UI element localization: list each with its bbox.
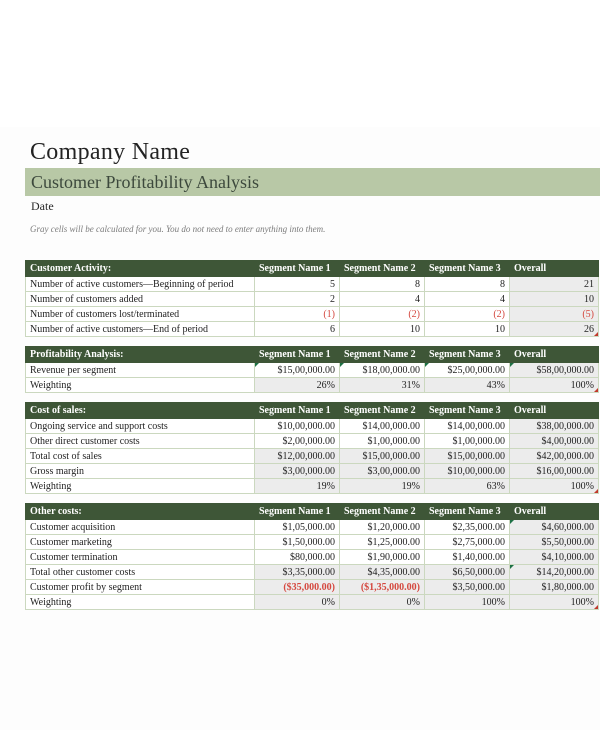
calculated-cell: 100% <box>510 479 599 494</box>
column-header: Segment Name 1 <box>255 261 340 277</box>
calculated-cell: 26% <box>255 378 340 393</box>
calculated-cell: $10,00,000.00 <box>425 464 510 479</box>
input-cell[interactable]: $2,35,000.00 <box>425 520 510 535</box>
table-row <box>26 378 599 393</box>
table-row <box>26 550 599 565</box>
input-cell[interactable]: $2,75,000.00 <box>425 535 510 550</box>
calculated-cell: $4,35,000.00 <box>340 565 425 580</box>
calculated-cell: $16,00,000.00 <box>510 464 599 479</box>
column-header: Segment Name 2 <box>340 403 425 419</box>
calculated-cell: 0% <box>255 595 340 610</box>
row-label: Weighting <box>26 378 255 393</box>
calculated-cell: 0% <box>340 595 425 610</box>
table-2 <box>25 346 599 393</box>
calculated-cell: $15,00,000.00 <box>425 449 510 464</box>
table-row <box>26 535 599 550</box>
input-cell[interactable]: $10,00,000.00 <box>255 419 340 434</box>
column-header: Segment Name 1 <box>255 504 340 520</box>
input-cell[interactable]: 8 <box>340 277 425 292</box>
input-cell[interactable]: $25,00,000.00 <box>425 363 510 378</box>
input-cell[interactable]: $1,90,000.00 <box>340 550 425 565</box>
calculated-cell: ($35,000.00) <box>255 580 340 595</box>
row-label: Number of active customers—Beginning of period <box>26 277 255 292</box>
input-cell[interactable]: $18,00,000.00 <box>340 363 425 378</box>
table-4 <box>25 503 599 610</box>
date-label: Date <box>31 199 54 213</box>
column-header: Segment Name 1 <box>255 347 340 363</box>
calculated-cell: 26 <box>510 322 599 337</box>
table-row <box>26 479 599 494</box>
column-header: Segment Name 2 <box>340 347 425 363</box>
input-cell[interactable]: $1,25,000.00 <box>340 535 425 550</box>
table-row <box>26 419 599 434</box>
input-cell[interactable]: $1,05,000.00 <box>255 520 340 535</box>
calculated-cell: $15,00,000.00 <box>340 449 425 464</box>
calculated-cell: 63% <box>425 479 510 494</box>
input-cell[interactable]: (2) <box>425 307 510 322</box>
row-label: Customer marketing <box>26 535 255 550</box>
table-row <box>26 464 599 479</box>
table-row <box>26 449 599 464</box>
table-row <box>26 595 599 610</box>
column-header: Overall <box>510 504 599 520</box>
row-label: Weighting <box>26 595 255 610</box>
row-label: Total cost of sales <box>26 449 255 464</box>
row-label: Number of customers lost/terminated <box>26 307 255 322</box>
row-label: Customer profit by segment <box>26 580 255 595</box>
row-label: Revenue per segment <box>26 363 255 378</box>
input-cell[interactable]: 10 <box>425 322 510 337</box>
table-title: Other costs: <box>26 504 255 520</box>
calculated-cell: $3,50,000.00 <box>425 580 510 595</box>
table-title: Cost of sales: <box>26 403 255 419</box>
calculated-cell: 21 <box>510 277 599 292</box>
tables <box>25 260 600 619</box>
row-label: Customer termination <box>26 550 255 565</box>
input-cell[interactable]: 2 <box>255 292 340 307</box>
input-cell[interactable]: $1,00,000.00 <box>425 434 510 449</box>
calculated-cell: $3,00,000.00 <box>255 464 340 479</box>
calculated-cell: $14,20,000.00 <box>510 565 599 580</box>
input-cell[interactable]: (1) <box>255 307 340 322</box>
calculated-cell: (5) <box>510 307 599 322</box>
column-header: Overall <box>510 261 599 277</box>
row-label: Weighting <box>26 479 255 494</box>
table-row <box>26 520 599 535</box>
input-cell[interactable]: 4 <box>425 292 510 307</box>
calculated-cell: $58,00,000.00 <box>510 363 599 378</box>
column-header: Segment Name 3 <box>425 261 510 277</box>
input-cell[interactable]: $14,00,000.00 <box>340 419 425 434</box>
input-cell[interactable]: $1,40,000.00 <box>425 550 510 565</box>
calculated-cell: 10 <box>510 292 599 307</box>
calculated-cell: $12,00,000.00 <box>255 449 340 464</box>
column-header: Overall <box>510 403 599 419</box>
calculated-cell: $1,80,000.00 <box>510 580 599 595</box>
column-header: Segment Name 1 <box>255 403 340 419</box>
column-header: Segment Name 3 <box>425 347 510 363</box>
table-1 <box>25 260 599 337</box>
input-cell[interactable]: 10 <box>340 322 425 337</box>
calculated-cell: 19% <box>340 479 425 494</box>
calculated-cell: $6,50,000.00 <box>425 565 510 580</box>
input-cell[interactable]: 8 <box>425 277 510 292</box>
calculated-cell: 100% <box>510 378 599 393</box>
table-row <box>26 322 599 337</box>
company-name: Company Name <box>30 139 191 165</box>
table-row <box>26 580 599 595</box>
row-label: Customer acquisition <box>26 520 255 535</box>
input-cell[interactable]: $1,20,000.00 <box>340 520 425 535</box>
calculated-cell: $5,50,000.00 <box>510 535 599 550</box>
column-header: Overall <box>510 347 599 363</box>
table-title: Customer Activity: <box>26 261 255 277</box>
table-row <box>26 292 599 307</box>
calculated-cell: $38,00,000.00 <box>510 419 599 434</box>
input-cell[interactable]: $1,00,000.00 <box>340 434 425 449</box>
calculated-cell: 100% <box>425 595 510 610</box>
calculated-cell: 31% <box>340 378 425 393</box>
input-cell[interactable]: 5 <box>255 277 340 292</box>
calculated-cell: ($1,35,000.00) <box>340 580 425 595</box>
row-label: Total other customer costs <box>26 565 255 580</box>
input-cell[interactable]: $14,00,000.00 <box>425 419 510 434</box>
input-cell[interactable]: 4 <box>340 292 425 307</box>
table-title: Profitability Analysis: <box>26 347 255 363</box>
input-cell[interactable]: $1,50,000.00 <box>255 535 340 550</box>
input-cell[interactable]: 6 <box>255 322 340 337</box>
row-label: Number of customers added <box>26 292 255 307</box>
input-cell[interactable]: $15,00,000.00 <box>255 363 340 378</box>
column-header: Segment Name 3 <box>425 403 510 419</box>
input-cell[interactable]: $80,000.00 <box>255 550 340 565</box>
calculated-cell: $3,35,000.00 <box>255 565 340 580</box>
calculated-cell: $3,00,000.00 <box>340 464 425 479</box>
row-label: Number of active customers—End of period <box>26 322 255 337</box>
column-header: Segment Name 2 <box>340 504 425 520</box>
calculated-cell: $4,00,000.00 <box>510 434 599 449</box>
calculated-cell: 19% <box>255 479 340 494</box>
calculated-cell: $4,10,000.00 <box>510 550 599 565</box>
page-title: Customer Profitability Analysis <box>25 168 600 196</box>
column-header: Segment Name 3 <box>425 504 510 520</box>
table-row <box>26 363 599 378</box>
table-row <box>26 277 599 292</box>
calculated-cell: 43% <box>425 378 510 393</box>
input-cell[interactable]: $2,00,000.00 <box>255 434 340 449</box>
input-cell[interactable]: (2) <box>340 307 425 322</box>
table-row <box>26 565 599 580</box>
calculated-cell: $42,00,000.00 <box>510 449 599 464</box>
calculated-cell: $4,60,000.00 <box>510 520 599 535</box>
row-label: Ongoing service and support costs <box>26 419 255 434</box>
table-3 <box>25 402 599 494</box>
row-label: Other direct customer costs <box>26 434 255 449</box>
instruction-note: Gray cells will be calculated for you. You do not need to enter anything into them. <box>30 224 326 234</box>
table-row <box>26 307 599 322</box>
column-header: Segment Name 2 <box>340 261 425 277</box>
calculated-cell: 100% <box>510 595 599 610</box>
row-label: Gross margin <box>26 464 255 479</box>
table-row <box>26 434 599 449</box>
